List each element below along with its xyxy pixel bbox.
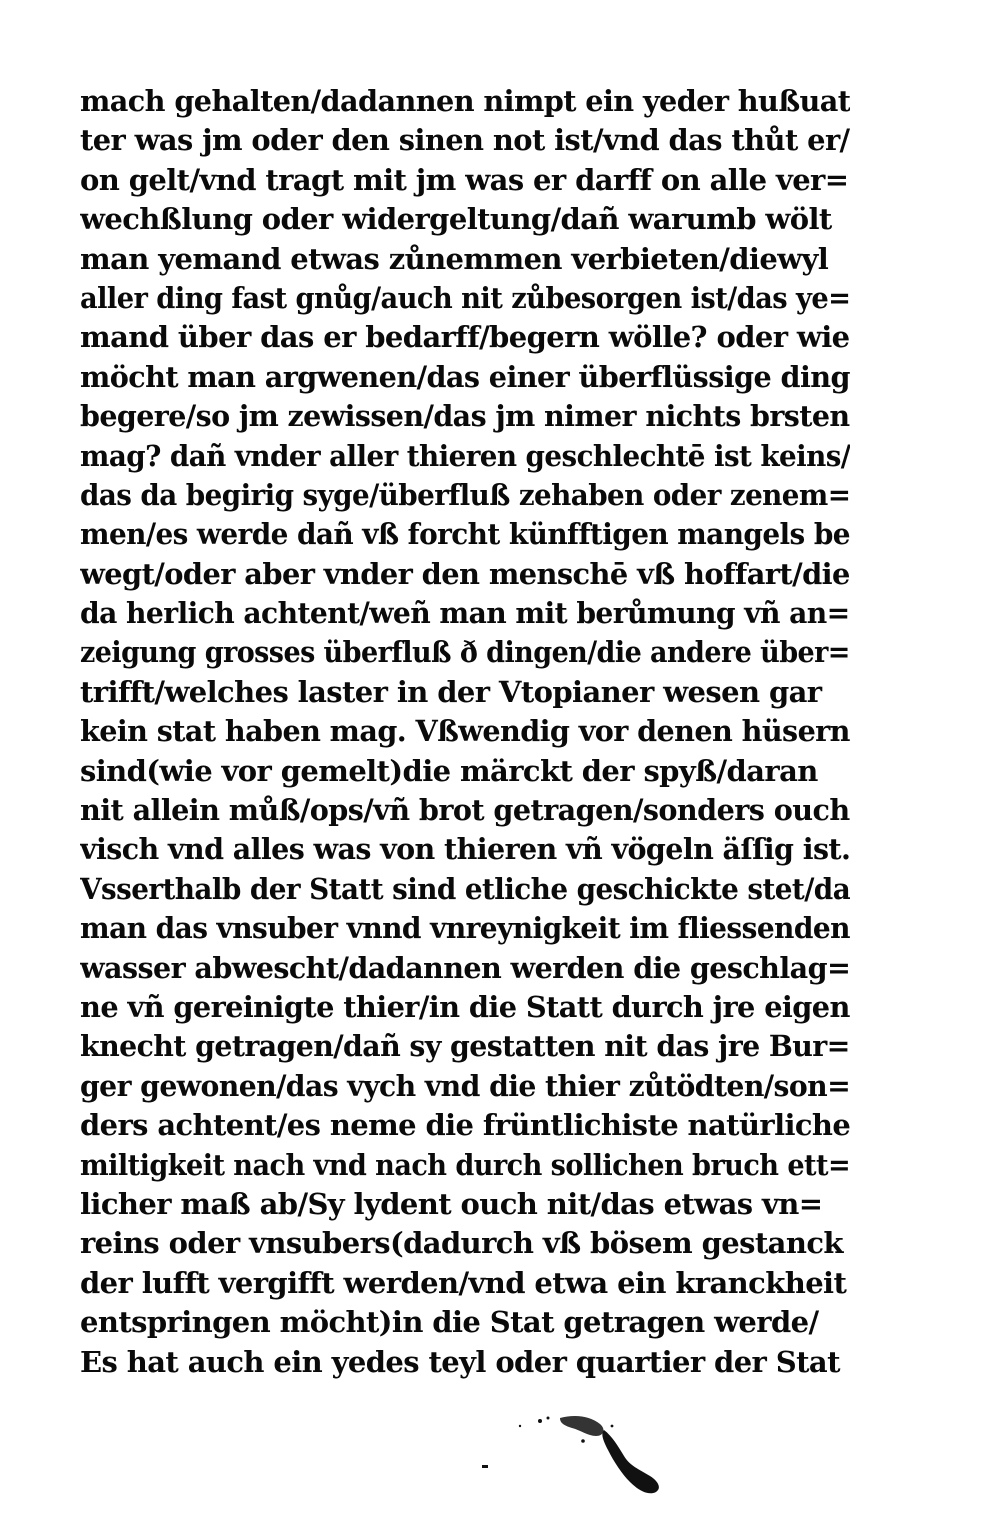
text-line: men/es werde dañ vß forcht künfftigen mangels be <box>80 517 850 552</box>
text-line: ders achtent/es neme die früntlichiste natürliche <box>80 1108 850 1143</box>
text-line: miltigkeit nach vnd nach durch sollichen bruch ett= <box>80 1147 850 1182</box>
text-line: zeigung grosses überfluß ð dingen/die andere über= <box>80 635 850 670</box>
text-line: der lufft vergifft werden/vnd etwa ein kranckheit <box>80 1265 847 1300</box>
text-line: das da begirig syge/überfluß zehaben oder zenem= <box>80 477 850 512</box>
text-line: man das vnsuber vnnd vnreynigkeit im fliessenden <box>80 911 850 946</box>
text-line: wechßlung oder widergeltung/dañ warumb wölt <box>80 202 832 237</box>
text-line: entspringen möcht)in die Stat getragen werde/ <box>80 1305 819 1340</box>
text-line: wegt/oder aber vnder den menschē vß hoffart/die <box>80 556 850 591</box>
text-line: möcht man argwenen/das einer überflüssige ding <box>80 359 850 394</box>
text-line: ne vñ gereinigte thier/in die Statt durch jre eigen <box>80 989 850 1024</box>
text-line: trifft/welches laster in der Vtopianer wesen gar <box>80 674 822 709</box>
text-line: mach gehalten/dadannen nimpt ein yeder hußuat <box>80 84 850 118</box>
text-line: begere/so jm zewissen/das jm nimer nichts brsten <box>80 399 850 434</box>
text-line: Es hat auch ein yedes teyl oder quartier der Stat <box>80 1344 840 1379</box>
text-line: Vsserthalb der Statt sind etliche geschickte stet/da <box>80 871 850 906</box>
text-line: wasser abwescht/dadannen werden die geschlag= <box>80 950 850 985</box>
text-line: da herlich achtent/weñ man mit berůmung vñ an= <box>80 596 850 631</box>
text-line: knecht getragen/dañ sy gestatten nit das jre Bur= <box>80 1029 850 1064</box>
text-line: mand über das er bedarff/begern wölle? oder wie <box>80 320 850 355</box>
text-line: aller ding fast gnůg/auch nit zůbesorgen ist/das ye= <box>80 280 850 315</box>
text-line: man yemand etwas zůnemmen verbieten/diewyl <box>80 241 829 276</box>
text-line: nit allein můß/ops/vñ brot getragen/sonders ouch <box>80 793 850 828</box>
text-line: on gelt/vnd tragt mit jm was er darff on alle ver= <box>80 162 849 197</box>
text-line: ter was jm oder den sinen not ist/vnd das thůt er/ <box>80 123 850 158</box>
text-line: mag? dañ vnder aller thieren geschlechtē ist keins/ <box>80 438 850 473</box>
text-line: kein stat haben mag. Vßwendig vor denen hüsern <box>80 714 850 749</box>
text-line: sind(wie vor gemelt)die märckt der spyß/daran <box>80 753 818 788</box>
body-text <box>80 82 850 1382</box>
text-line: visch vnd alles was von thieren vñ vögeln äſſig ist. <box>80 832 850 867</box>
text-line: reins oder vnsubers(dadurch vß bösem gestanck <box>80 1226 843 1261</box>
text-line: ger gewonen/das vych vnd die thier zůtödten/son= <box>80 1068 850 1103</box>
text-line: licher maß ab/Sy lydent ouch nit/das etwas vn= <box>80 1186 823 1221</box>
